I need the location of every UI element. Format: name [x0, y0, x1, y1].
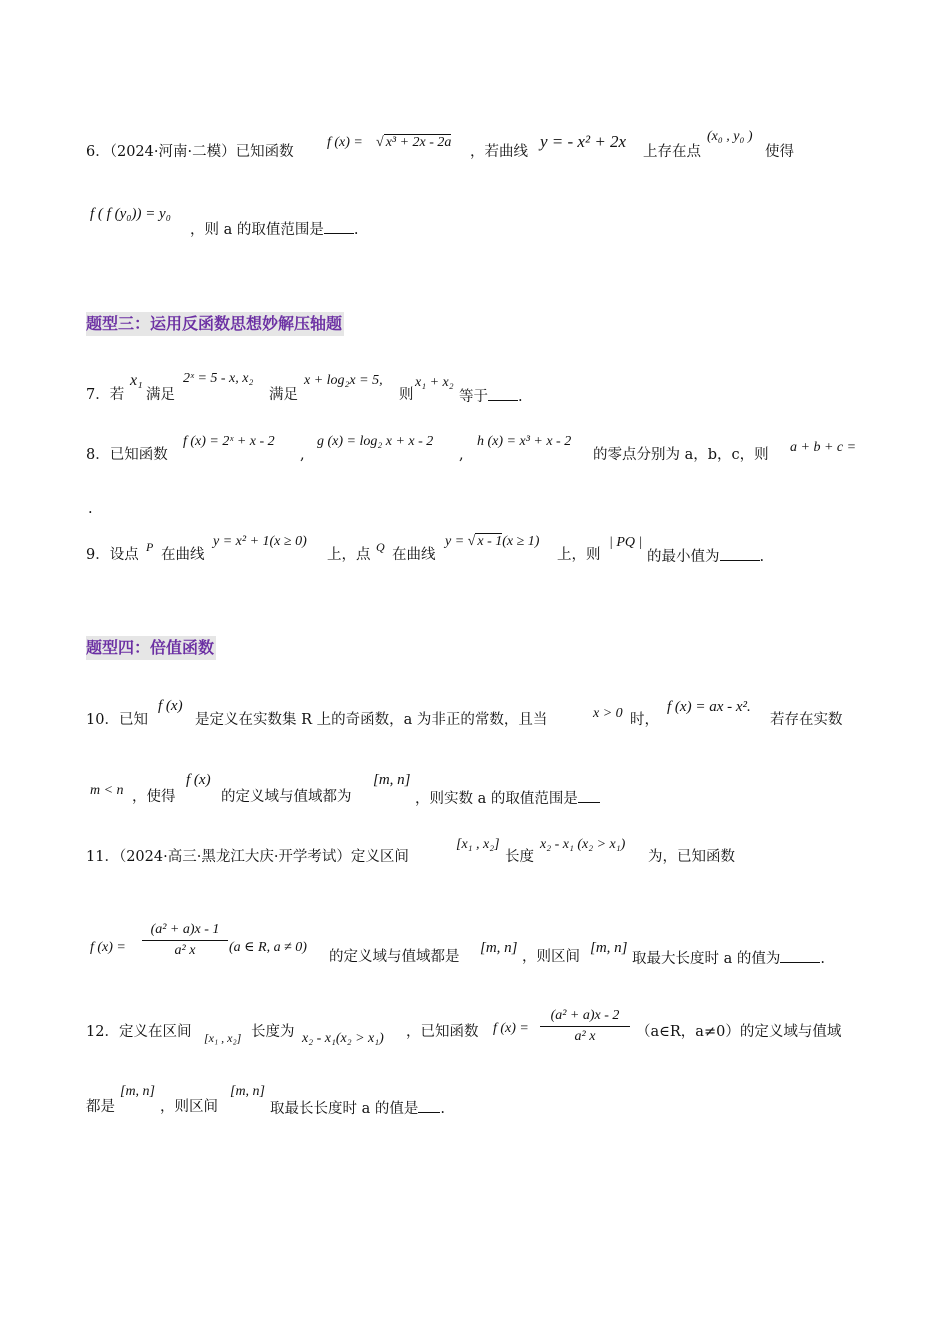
q6-sqrt-radicand: x³ + 2x - 2a — [385, 135, 452, 150]
q12-numerator: (a² + a)x - 2 — [550, 1008, 620, 1023]
q8-function-h: h (x) = x³ + x - 2 — [477, 434, 572, 449]
q9-point-p: P — [146, 540, 154, 554]
q11-denominator: a² x — [174, 943, 196, 958]
q9-number: 9．设点 — [86, 547, 139, 563]
q6-text-1: ，若曲线 — [470, 144, 528, 160]
q10-interval: [m, n] — [373, 772, 411, 788]
q10-equation: f (x) = ax - x². — [667, 699, 751, 715]
q11-interval-mn-1: [m, n] — [480, 940, 518, 956]
q8-sum: a + b + c = — [790, 440, 857, 455]
q6-sqrt: √ x³ + 2x - 2a — [376, 135, 452, 150]
q10-function-f: f (x) — [158, 698, 183, 714]
q12-interval-mn-1: [m, n] — [120, 1084, 156, 1099]
q11-interval: [x₁ , x₂] — [456, 837, 500, 852]
section-heading-3: 题型三：运用反函数思想妙解压轴题 — [86, 312, 344, 336]
q12-text-6: 取最长长度时 a 的值是 . — [270, 1101, 445, 1117]
q11-text-4: ，则区间 — [522, 949, 580, 965]
q6-curve: y = - x² + 2x — [540, 132, 627, 151]
q11-text-1: 长度 — [505, 849, 534, 865]
q12-function-lhs: f (x) = — [493, 1021, 529, 1036]
q10-function-f2: f (x) — [186, 772, 211, 788]
q11-fraction-bar — [142, 940, 228, 941]
q12-denominator: a² x — [574, 1029, 596, 1044]
q7-text-4: 等于 . — [459, 389, 523, 405]
q12-fraction-bar — [540, 1026, 630, 1027]
q11-number: 11．（2024·高三·黑龙江大庆·开学考试）定义区间 — [86, 849, 409, 865]
q10-text-2: 时， — [630, 712, 659, 728]
q12-number: 12．定义在区间 — [86, 1024, 192, 1040]
q11-text-2: 为，已知函数 — [648, 849, 735, 865]
q10-text-4: ，使得 — [132, 789, 176, 805]
q9-text-5: 的最小值为 . — [647, 549, 765, 565]
q7-text-1: 满足 — [146, 387, 175, 403]
q9-text-3: 在曲线 — [392, 547, 436, 563]
q10-text-1: 是定义在实数集 R 上的奇函数，a 为非正的常数，且当 — [195, 712, 548, 728]
q6-condition: f ( f (y₀)) = y₀ — [90, 206, 171, 222]
q8-comma-2: , — [459, 447, 464, 463]
q9-point-q: Q — [376, 540, 385, 554]
q9-sqrt-radicand: x - 1 — [477, 534, 503, 549]
q12-length: x₂ - x₁(x₂ > x₁) — [302, 1031, 384, 1046]
q7-number: 7．若 — [86, 387, 125, 403]
q11-domain-condition: (a ∈ R, a ≠ 0) — [229, 940, 307, 955]
q12-text-5: ，则区间 — [160, 1099, 218, 1115]
q6-text-2: 上存在点 — [643, 144, 701, 160]
q8-function-f: f (x) = 2ˣ + x - 2 — [183, 434, 275, 449]
q6-answer-blank[interactable] — [324, 221, 354, 234]
q7-text-2: 满足 — [269, 387, 298, 403]
q6-number: 6．（2024·河南·二模）已知函数 — [86, 144, 294, 160]
q10-number: 10．已知 — [86, 712, 148, 728]
q9-text-4: 上，则 — [557, 547, 601, 563]
q9-curve-2: y = √ x - 1(x ≥ 1) — [445, 534, 540, 549]
q12-fraction — [540, 1009, 630, 1044]
q10-text-6: ，则实数 a 的取值范围是 — [415, 790, 600, 807]
q9-text-1: 在曲线 — [161, 547, 205, 563]
q12-answer-blank[interactable] — [418, 1100, 440, 1113]
q10-text-5: 的定义域与值域都为 — [221, 789, 352, 805]
q10-condition: x > 0 — [593, 706, 623, 721]
q12-interval-mn-2: [m, n] — [230, 1084, 266, 1099]
q12-text-4: 都是 — [86, 1099, 115, 1115]
q7-answer-blank[interactable] — [488, 388, 518, 401]
q12-text-3: （a∈R，a≠0）的定义域与值域 — [636, 1024, 842, 1040]
q7-text-3: 则 — [399, 387, 414, 403]
q8-number: 8．已知函数 — [86, 447, 168, 463]
q6-text-3: 使得 — [765, 144, 794, 160]
q12-text-2: ，已知函数 — [406, 1024, 479, 1040]
section-heading-4: 题型四：倍值函数 — [86, 636, 216, 660]
q9-text-2: 上，点 — [327, 547, 371, 563]
q9-curve-1: y = x² + 1(x ≥ 0) — [213, 534, 307, 549]
q8-function-g: g (x) = log₂ x + x - 2 — [317, 434, 434, 449]
q6-point: (x₀ , y₀ ) — [707, 129, 753, 144]
q10-answer-blank[interactable] — [578, 790, 600, 803]
q9-distance: | PQ | — [609, 535, 643, 550]
q12-interval: [x₁ , x₂] — [204, 1031, 242, 1045]
q7-equation-1: 2ˣ = 5 - x, x₂ — [183, 371, 254, 386]
q11-interval-mn-2: [m, n] — [590, 940, 628, 956]
q10-text-3: 若存在实数 — [770, 712, 843, 728]
q11-length: x₂ - x₁ (x₂ > x₁) — [540, 837, 626, 852]
q8-comma-1: , — [300, 447, 305, 463]
q9-answer-blank[interactable] — [720, 548, 760, 561]
q11-fraction — [142, 923, 228, 958]
q6-function-f: f (x) = — [327, 135, 363, 150]
q10-mn: m < n — [90, 783, 124, 798]
q6-text-4: ，则 a 的取值范围是 . — [190, 222, 359, 238]
q8-dot: . — [88, 501, 93, 517]
q11-numerator: (a² + a)x - 1 — [150, 922, 220, 937]
q11-answer-blank[interactable] — [780, 950, 820, 963]
q7-equation-2: x + log₂x = 5, — [304, 373, 383, 388]
q11-function-lhs: f (x) = — [90, 940, 126, 955]
q8-text-1: 的零点分别为 a，b，c，则 — [593, 447, 769, 463]
q7-sum: x₁ + x₂ — [415, 375, 454, 390]
q11-text-3: 的定义域与值域都是 — [329, 949, 460, 965]
q11-text-5: 取最大长度时 a 的值为 . — [632, 951, 825, 967]
q7-x1: x₁ — [130, 372, 143, 389]
q12-text-1: 长度为 — [251, 1024, 295, 1040]
